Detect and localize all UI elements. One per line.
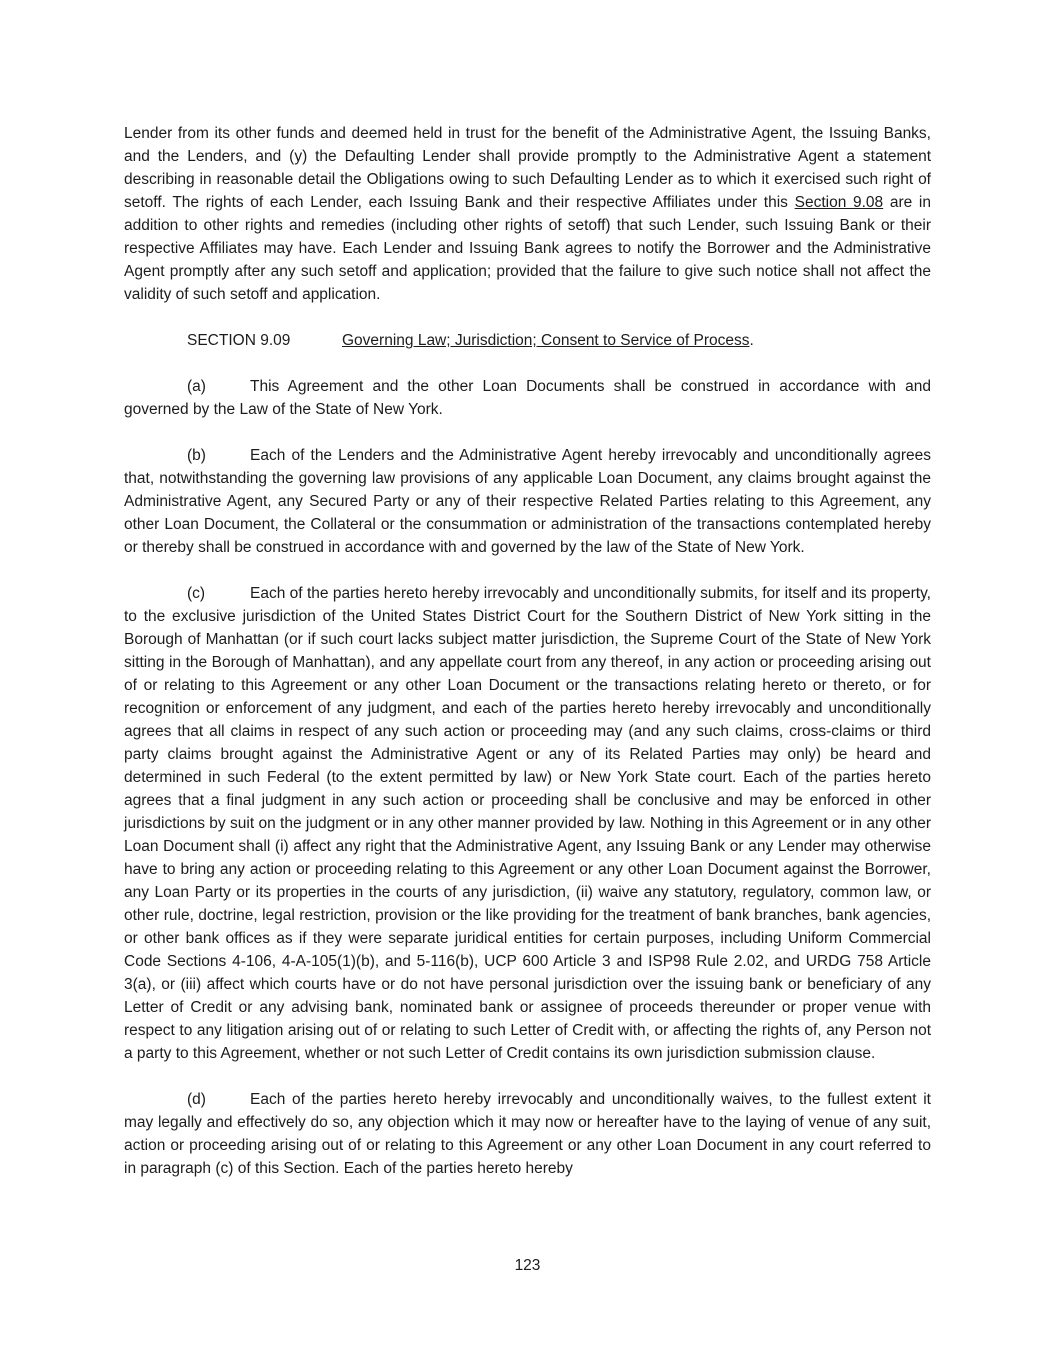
setoff-text-pre: Lender from its other funds and deemed held in trust for the benefit of the Administrative Agent, the Issuing Banks, and the Lenders, and (y) the Defaulting Lender shall provide promptly to the Administrative Agent a statement describing in reasonable detail the Obligations owing to such Defaulting Lender as to which it exercised such right of setoff. The rights of each Lender, each Issuing Bank and their respective Affiliates under this xyxy=(124,125,931,211)
paragraph-d xyxy=(124,1088,931,1180)
paragraph-c-text: Each of the parties hereto hereby irrevocably and unconditionally submits, for itself and its property, to the exclusive jurisdiction of the United States District Court for the Southern District of New York sitting in the Borough of Manhattan (or if such court lacks subject matter jurisdiction, the Supreme Court of the State of New York sitting in the Borough of Manhattan), and any appellate court from any thereof, in any action or proceeding arising out of or relating to this Agreement or any other Loan Document or the transactions relating hereto or thereto, or for recognition or enforcement of any judgment, and each of the parties hereto hereby irrevocably and unconditionally agrees that all claims in respect of any such action or proceeding may (and any such claims, cross-claims or third party claims brought against the Administrative Agent or any of its Related Parties may only) be heard and determined in such Federal (to the extent permitted by law) or New York State court. Each of the parties hereto agrees that a final judgment in any such action or proceeding shall be conclusive and may be enforced in other jurisdictions by suit on the judgment or in any other manner provided by law. Nothing in this Agreement or in any other Loan Document shall (i) affect any right that the Administrative Agent, any Issuing Bank or any Lender may otherwise have to bring any action or proceeding relating to this Agreement or any other Loan Document against the Borrower, any Loan Party or its properties in the courts of any jurisdiction, (ii) waive any statutory, regulatory, common law, or other rule, doctrine, legal restriction, provision or the like providing for the treatment of bank branches, bank agencies, or other bank offices as if they were separate juridical entities for certain purposes, including Uniform Commercial Code Sections 4-106, 4-A-105(1)(b), and 5-116(b), UCP 600 Article 3 and ISP98 Rule 2.02, and URDG 758 Article 3(a), or (iii) affect which courts have or do not have personal jurisdiction over the issuing bank or beneficiary of any Letter of Credit or any advising bank, nominated bank or assignee of proceeds thereunder or proper venue with respect to any litigation arising out of or relating to such Letter of Credit with, or affecting the rights of, any Person not a party to this Agreement, whether or not such Letter of Credit contains its own jurisdiction submission clause. xyxy=(124,585,931,1062)
page-content xyxy=(124,122,931,1203)
paragraph-d-text: Each of the parties hereto hereby irrevocably and unconditionally waives, to the fullest extent it may legally and effectively do so, any objection which it may now or hereafter have to the laying of venue of any suit, action or proceeding arising out of or relating to this Agreement or any other Loan Document in any court referred to in paragraph (c) of this Section. Each of the parties hereto hereby xyxy=(124,1091,931,1177)
section-9-09-heading xyxy=(124,329,931,352)
paragraph-a-text: This Agreement and the other Loan Documents shall be construed in accordance with and governed by the Law of the State of New York. xyxy=(124,378,931,418)
section-number-label: SECTION 9.09 xyxy=(187,332,291,349)
paragraph-b xyxy=(124,444,931,559)
paragraph-d-marker: (d) xyxy=(187,1091,206,1108)
paragraph-a xyxy=(124,375,931,421)
paragraph-c xyxy=(124,582,931,1065)
paragraph-setoff-continuation xyxy=(124,122,931,306)
section-9-08-reference-link[interactable]: Section 9.08 xyxy=(794,194,884,211)
page-number: 123 xyxy=(514,1257,541,1274)
section-title: Governing Law; Jurisdiction; Consent to Service of Process xyxy=(342,332,750,349)
paragraph-a-marker: (a) xyxy=(187,378,206,395)
section-title-period: . xyxy=(749,332,754,349)
paragraph-c-marker: (c) xyxy=(187,585,206,602)
paragraph-b-text: Each of the Lenders and the Administrative Agent hereby irrevocably and unconditionally agrees that, notwithstanding the governing law provisions of any applicable Loan Document, any claims brought against the Administrative Agent, any Secured Party or any of their respective Related Parties relating to this Agreement, any other Loan Document, the Collateral or the consummation or administration of the transactions contemplated hereby or thereby shall be construed in accordance with and governed by the law of the State of New York. xyxy=(124,447,931,556)
setoff-text-post: are in addition to other rights and remedies (including other rights of setoff) that such Lender, such Issuing Bank or their respective Affiliates may have. Each Lender and Issuing Bank agrees to notify the Borrower and the Administrative Agent promptly after any such setoff and application; provided that the failure to give such notice shall not affect the validity of such setoff and application. xyxy=(124,194,931,303)
paragraph-b-marker: (b) xyxy=(187,447,206,464)
